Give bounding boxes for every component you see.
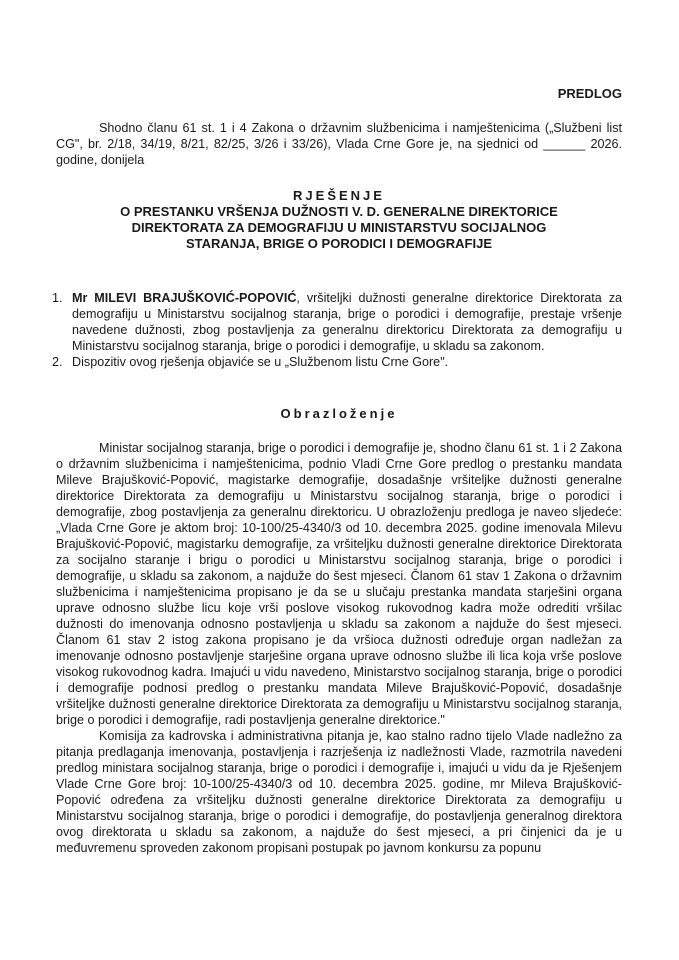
decision-heading: RJEŠENJE — [293, 188, 385, 203]
item-text: Dispozitiv ovog rješenja objaviće se u „Službenom listu Crne Gore". — [72, 355, 449, 369]
document-label: PREDLOG — [557, 86, 622, 101]
decision-item-1 — [52, 290, 622, 354]
decision-title-line-1: O PRESTANKU VRŠENJA DUŽNOSTI V. D. GENERALNE DIREKTORICE — [120, 204, 558, 219]
decision-title-line-3: STARANJA, BRIGE O PORODICI I DEMOGRAFIJE — [185, 236, 492, 251]
explanation-heading: Obrazloženje — [280, 406, 398, 421]
explanation-paragraph-2: Komisija za kadrovska i administrativna pitanja je, kao stalno radno tijelo Vlade nadležno za pitanja predlaganja imenovanja, postavljenja i razrješenja iz nadležnosti Vlade, razmotrila navedeni predlog ministara socijalnog staranja, brige o porodici i demografije i, imajući u vidu da je Rješenjem Vlade Crne Gore broj: 10-100/25-4340/3 od 10. decembra 2025. godine, mr Mileva Brajušković-Popović određena za vršiteljku dužnosti generalne direktorice Direktorata za demografiju u Ministarstvu socijalnog staranja, brige o porodici i demografije, do postavljenja generalnog direktora ovog direktorata u skladu sa zakonom, a najduže do šest mjeseci, a pri činjenici da je u međuvremenu sproveden zakonom propisani postupak po javnom konkursu za popunu — [56, 729, 622, 855]
decision-item-2 — [52, 354, 622, 370]
explanation-paragraph-1: Ministar socijalnog staranja, brige o porodici i demografije je, shodno članu 61 st. 1 i 2 Zakona o državnim službenicima i namještenicima, podnio Vladi Crne Gore predlog o prestanku mandata Mileve Brajušković-Popović, magistarke demografije, dosadašnje vršiteljke dužnosti generalne direktorice Direktorata za demografiju u Ministarstvu socijalnog staranja, brige o porodici i demografije, zbog postavljenja za generalnu direktoricu. U obrazloženju predloga je naveo sljedeće: „Vlada Crne Gore je aktom broj: 10-100/25-4340/3 od 10. decembra 2025. godine imenovala Milevu Brajušković-Popović, magistarku demografije, za vršiteljku dužnosti generalne direktorice Direktorata za socijalno staranje i brigu o porodici u Ministarstvu socijalnog staranja, brige o porodici i demografije, u skladu sa zakonom, a najduže do šest mjeseci. Članom 61 stav 1 Zakona o državnim službenicima i namještenicima propisano je da se u slučaju prestanka mandata starješini organa uprave odnosno službe licu koje vrši poslove visokog rukovodnog kadra može odrediti vršilac dužnosti do imenovanja odnosno postavljenja u skladu sa zakonom a najduže do šest mjeseci. Članom 61 stav 2 istog zakona propisano je da vršioca dužnosti određuje organ nadležan za imenovanje odnosno postavljenje starješine organa uprave odnosno službe ili lica koja vrše poslove visokog rukovodnog kadra. Imajući u vidu navedeno, Ministarstvo socijalnog staranja, brige o porodici i demografije podnosi predlog o prestanku mandata Mileve Brajušković-Popović, dosadašnje vršiteljke dužnosti generalne direktorice Direktorata za demografiju u Ministarstvu socijalnog staranja, brige o porodici i demografije, radi postavljenja generalne direktorice." — [56, 441, 622, 727]
item-text: , vršiteljki dužnosti generalne direktorice Direktorata za demografiju u Ministarstvu socijalnog staranja, brige o porodici i demografije, prestaje vršenje navedene dužnosti, zbog postavljenja za generalnu direktoricu Direktorata za demografiju u Ministarstvu socijalnog staranja, brige o porodici i demografije, u skladu sa zakonom. — [72, 291, 622, 353]
explanation-body — [56, 440, 622, 856]
item-number: 1. — [52, 291, 63, 305]
decision-title-line-2: DIREKTORATA ZA DEMOGRAFIJU U MINISTARSTVU SOCIJALNOG — [131, 220, 547, 235]
decision-title-block — [56, 188, 622, 252]
intro-paragraph: Shodno članu 61 st. 1 i 4 Zakona o državnim službenicima i namještenicima („Službeni list CG", br. 2/18, 34/19, 8/21, 82/25, 3/26 i 33/26), Vlada Crne Gore je, na sjednici od ______ 2026. godine, donijela — [56, 121, 622, 167]
decision-items — [52, 290, 622, 370]
item-number: 2. — [52, 355, 63, 369]
person-name: Mr MILEVI BRAJUŠKOVIĆ-POPOVIĆ — [72, 291, 297, 305]
